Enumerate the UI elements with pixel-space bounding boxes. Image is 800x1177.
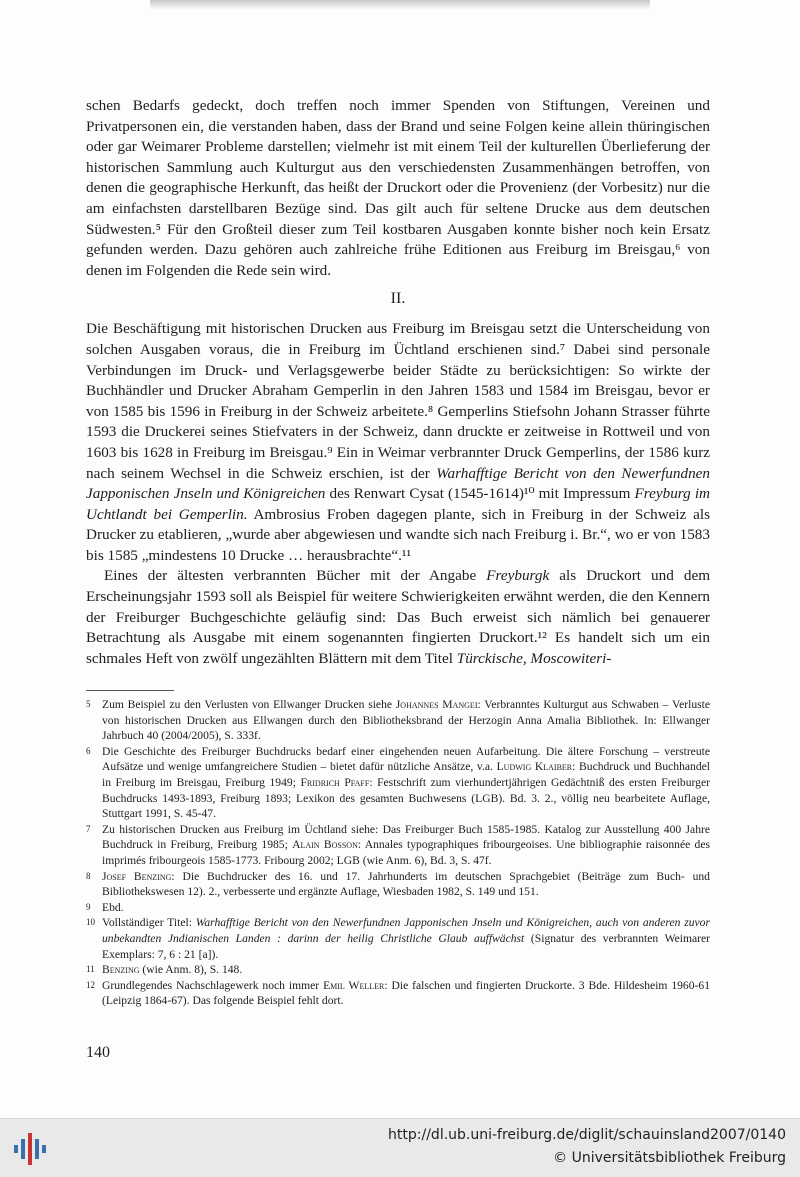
footnote-number: 8 — [86, 870, 91, 881]
footnote-9: 9 Ebd. — [86, 900, 124, 914]
footnote-5: 5 Zum Beispiel zu den Verlusten von Ellwanger Drucken siehe Johannes Mangei: Verbranntes Kulturgut aus Schwaben – Verluste von historischen Drucken aus Ellwangen durch den Bibliotheksbrand der Herzogin Anna Amalia Bibliothek. In: Ellwanger Jahrbuch 40 (2004/2005), S. 333f. — [86, 698, 711, 743]
footnote-number: 11 — [86, 964, 95, 975]
footnotes — [86, 690, 710, 1009]
viewer-footer — [0, 1118, 800, 1177]
paragraph-1: schen Bedarfs gedeckt, doch treffen noch immer Spenden von Stiftungen, Vereinen und Privatpersonen ein, die verstanden haben, dass der Brand und seine Folgen keine allein thüringischen oder gar Weimarer Probleme darstellen; vielmehr ist mit einem Teil der kulturellen Überlieferung der historischen Sammlung auch Kulturgut aus den verschiedensten Zusammenhängen betroffen, von denen die geographische Herkunft, das heißt der Druckort oder die Provenienz (der Vorbesitz) nur die am einfachsten darstellbaren Bezüge sind. Das gilt auch für seltene Drucke aus dem deutschen Südwesten.⁵ Für den Großteil dieser zum Teil kostbaren Ausgaben konnte bisher noch kein Ersatz gefunden werden. Dazu gehören auch zahlreiche frühe Editionen aus Freiburg im Breisgau,⁶ von denen im Folgenden die Rede sein wird. — [86, 97, 710, 279]
footnote-number: 9 — [86, 901, 91, 912]
footnote-12: 12 Grundlegendes Nachschlagewerk noch immer Emil Weller: Die falschen und fingierten Druckorte. 3 Bde. Hildesheim 1960-61 (Leipzig 1864-67). Das folgende Beispiel fehlt dort. — [86, 978, 710, 1008]
footnote-divider — [86, 690, 174, 691]
footnote-10: 10 Vollständiger Titel: Warhafftige Bericht von den Newerfundnen Japponischen Jnseln und Königreichen, auch von anderen zuvor unbekandten Jndianischen Landen : darinn der heilig Christliche Glaub auffwächst (Signatur des verbrannten Weimarer Exemplars: 7, 6 : 21 [a]). — [86, 916, 710, 961]
footnote-11: 11 Benzing (wie Anm. 8), S. 148. — [86, 963, 243, 977]
footnote-6: 6 Die Geschichte des Freiburger Buchdrucks bedarf einer eingehenden neuen Aufarbeitung. Die ältere Forschung – verstreute Aufsätze und wenige umfangreichere Studien – bietet dafür nützliche Ansätze, v.a. Ludwig Klaiber: Buchdruck und Buchhandel in Freiburg im Breisgau, Freiburg 1949; Fridrich Pfaff: Festschrift zum vierhundertjährigen Gedächtniß des ersten Freiburger Buchdrucks 1493-1893, Freiburg 1893; Lexikon des gesamten Buchwesens (LGB). Bd. 3. 2., völlig neu bearbeitete Auflage, Stuttgart 1991, S. 45-47. — [86, 744, 710, 821]
footnote-8: 8 Josef Benzing: Die Buchdrucker des 16. und 17. Jahrhunderts im deutschen Sprachgebiet (Beiträge zum Buch- und Bibliothekswesen 12). 2., verbesserte und ergänzte Auflage, Wiesbaden 1982, S. 149 und 151. — [86, 869, 710, 899]
footnote-number: 7 — [86, 823, 91, 834]
body-text — [86, 96, 710, 669]
permalink-url[interactable]: http://dl.ub.uni-freiburg.de/diglit/schauinsland2007/0140 — [388, 1127, 786, 1143]
ub-freiburg-logo-icon — [12, 1131, 48, 1167]
page-number: 140 — [86, 1044, 110, 1061]
copyright-notice: © Universitätsbibliothek Freiburg — [553, 1150, 786, 1166]
scan-edge-shadow — [150, 0, 650, 10]
footnote-7: 7 Zu historischen Drucken aus Freiburg im Üchtland siehe: Das Freiburger Buch 1585-1985. Katalog zur Ausstellung 400 Jahre Buchdruck in Freiburg, Freiburg 1985; Alain Bosson: Annales typographiques fribourgeoises. Une bibliographie raisonnée des imprimés fribourgeois 1585-1773. Fribourg 2002; LGB (wie Anm. 6), Bd. 3, S. 47f. — [86, 822, 710, 867]
paragraph-3: Eines der ältesten verbrannten Bücher mit der Angabe Freyburgk als Druckort und dem Erscheinungsjahr 1593 soll als Beispiel für weitere Schwierigkeiten erwähnt werden, die den Kennern der Freiburger Buchgeschichte geläufig sind: Das Buch erweist sich nämlich bei genauerer Betrachtung als Ausgabe mit einem sogenannten fingierten Druckort.¹² Es handelt sich um ein schmales Heft von zwölf ungezählten Blättern mit dem Titel Türckische, Moscowiteri- — [86, 567, 711, 667]
footnote-number: 10 — [86, 917, 95, 928]
footnote-number: 6 — [86, 745, 91, 756]
footnote-number: 12 — [86, 979, 95, 990]
footnote-number: 5 — [86, 699, 91, 709]
paragraph-2: Die Beschäftigung mit historischen Drucken aus Freiburg im Breisgau setzt die Unterscheidung von solchen Ausgaben voraus, die in Freiburg im Üchtland erschienen sind.⁷ Dabei sind personale Verbindungen im Druck- und Verlagsgewerbe beider Städte zu berücksichtigen: So wirkte der Buchhändler und Drucker Abraham Gemperlin in den Jahren 1583 und 1584 im Breisgau, bevor er von 1585 bis 1596 in Freiburg in der Schweiz arbeitete.⁸ Gemperlins Stiefsohn Johann Strasser führte 1593 die Druckerei seines Stiefvaters in der Schweiz, dann druckte er zeitweise in Rottweil und von 1603 bis 1628 in Freiburg im Breisgau.⁹ Ein in Weimar verbrannter Druck Gemperlins, der 1586 kurz nach seinem Wechsel in die Schweiz erschien, ist der Warhafftige Bericht von den Newerfundnen Japponischen Jnseln und Königreichen des Renwart Cysat (1545-1614)¹⁰ mit Impressum Freyburg im Uchtlandt bei Gemperlin. Ambrosius Froben dagegen plante, sich in Freiburg in der Schweiz als Drucker zu etablieren, „wurde aber abgewiesen und wandte sich nach Freiburg i. Br.“, wo er von 1583 bis 1585 „mindestens 10 Drucke … herausbrachte“.¹¹ — [86, 320, 711, 564]
section-heading: II. — [390, 290, 406, 308]
